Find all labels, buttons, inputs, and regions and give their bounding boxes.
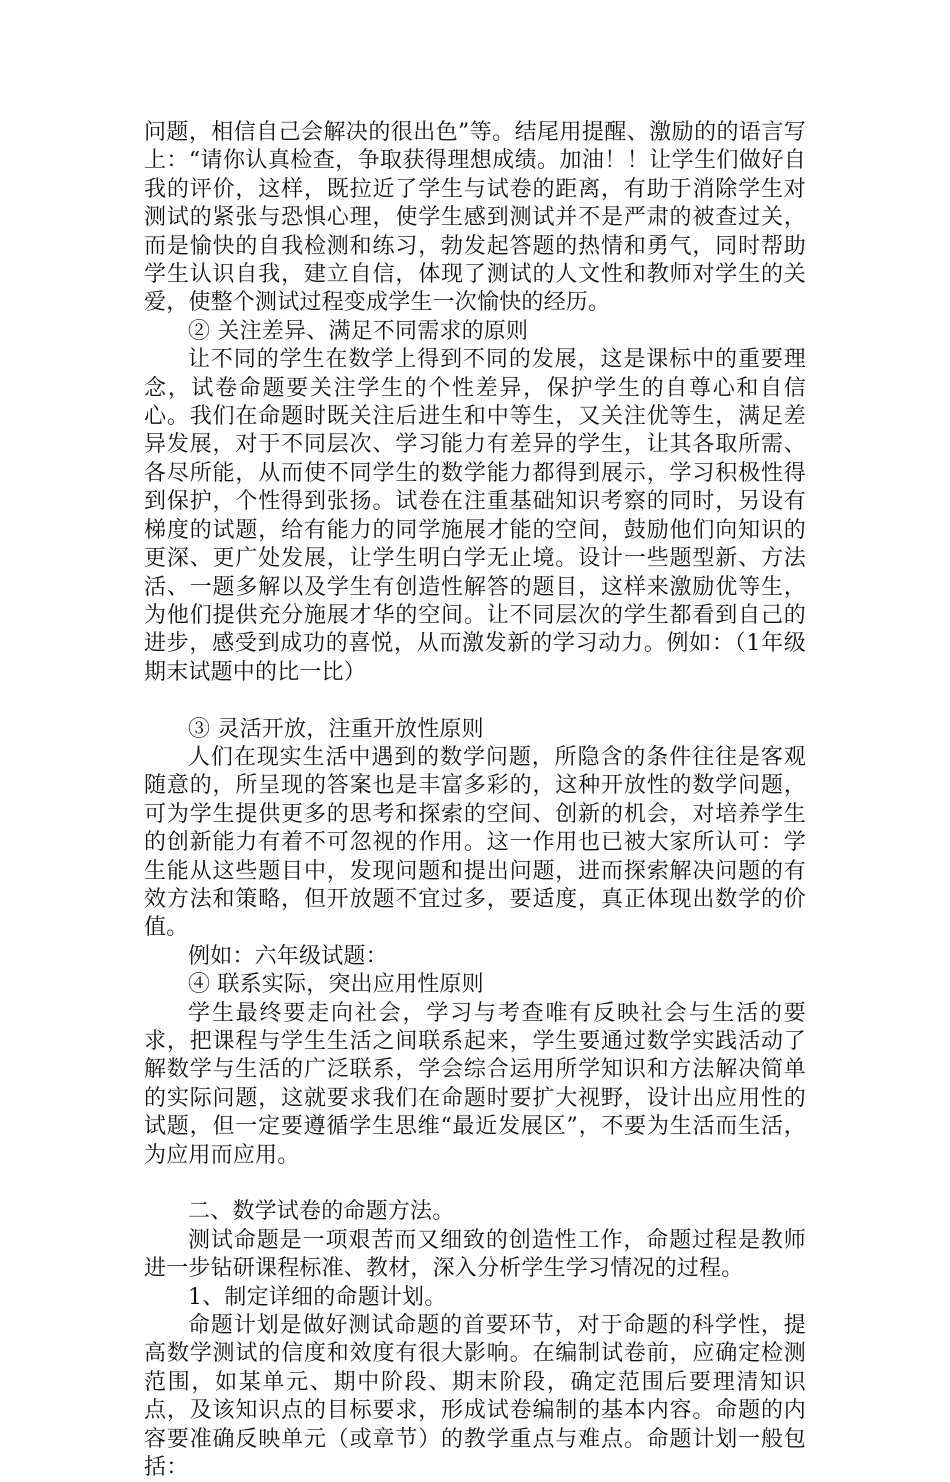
paragraph-principle-2-body: 让不同的学生在数学上得到不同的发展，这是课标中的重要理念，试卷命题要关注学生的个性差异，保护学生的自尊心和自信心。我们在命题时既关注后进生和中等生，又关注优等生，满足差异发展，对于不同层次、学习能力有差异的学生，让其各取所需、各尽所能，从而使不同学生的数学能力都得到展示，学习积极性得到保护，个性得到张扬。试卷在注重基础知识考察的同时，另设有梯度的试题，给有能力的同学施展才能的空间，鼓励他们向知识的更深、更广处发展，让学生明白学无止境。设计一些题型新、方法活、一题多解以及学生有创造性解答的题目，这样来激励优等生，为他们提供充分施展才华的空间。让不同层次的学生都看到自己的进步，感受到成功的喜悦，从而激发新的学习动力。例如：（1年级期末试题中的比一比） [144,347,806,685]
paragraph-example-grade6: 例如：六年级试题： [188,943,388,969]
document-page [144,119,806,1482]
paragraph-principle-3-body: 人们在现实生活中遇到的数学问题，所隐含的条件往往是客观随意的，所呈现的答案也是丰富多彩的，这种开放性的数学问题，可为学生提供更多的思考和探索的空间、创新的机会，对培养学生的创新能力有着不可忽视的作用。这一作用也已被大家所认可：学生能从这些题目中，发现问题和提出问题，进而探索解决问题的有效方法和策略，但开放题不宜过多，要适度，真正体现出数学的价值。 [144,744,806,941]
paragraph-section-2-intro: 测试命题是一项艰苦而又细致的创造性工作，命题过程是教师进一步钻研课程标准、教材，深入分析学生学习情况的过程。 [144,1227,806,1282]
paragraph-principle-4-body: 学生最终要走向社会，学习与考查唯有反映社会与生活的要求，把课程与学生生活之间联系起来，学生要通过数学实践活动了解数学与生活的广泛联系，学会综合运用所学知识和方法解决简单的实际问题，这就要求我们在命题时要扩大视野，设计出应用性的试题，但一定要遵循学生思维“最近发展区”，不要为生活而生活，为应用而应用。 [144,1000,806,1168]
heading-principle-4: ④ 联系实际，突出应用性原则 [188,972,484,998]
heading-step-1: 1、制定详细的命题计划。 [188,1284,447,1310]
heading-section-2: 二、数学试卷的命题方法。 [188,1199,455,1225]
blank-line [144,687,806,715]
paragraph-intro-continuation: 问题，相信自己会解决的很出色”等。结尾用提醒、激励的的语言写上：“请你认真检查，争取获得理想成绩。加油！！让学生们做好自我的评价，这样，既拉近了学生与试卷的距离，有助于消除学生对测试的紧张与恐惧心理，使学生感到测试并不是严肃的被查过关，而是愉快的自我检测和练习，勃发起答题的热情和勇气，同时帮助学生认识自我，建立自信，体现了测试的人文性和教师对学生的关爱，使整个测试过程变成学生一次愉快的经历。 [144,120,806,316]
blank-line [144,1170,806,1198]
heading-principle-2: ② 关注差异、满足不同需求的原则 [188,318,529,344]
paragraph-step-1-body: 命题计划是做好测试命题的首要环节，对于命题的科学性，提高数学测试的信度和效度有很大影响。在编制试卷前，应确定检测范围，如某单元、期中阶段、期末阶段，确定范围后要理清知识点，及该知识点的目标要求，形成试卷编制的基本内容。命题的内容要准确反映单元（或章节）的教学重点与难点。命题计划一般包括： [144,1313,806,1481]
heading-principle-3: ③ 灵活开放，注重开放性原则 [188,716,484,742]
